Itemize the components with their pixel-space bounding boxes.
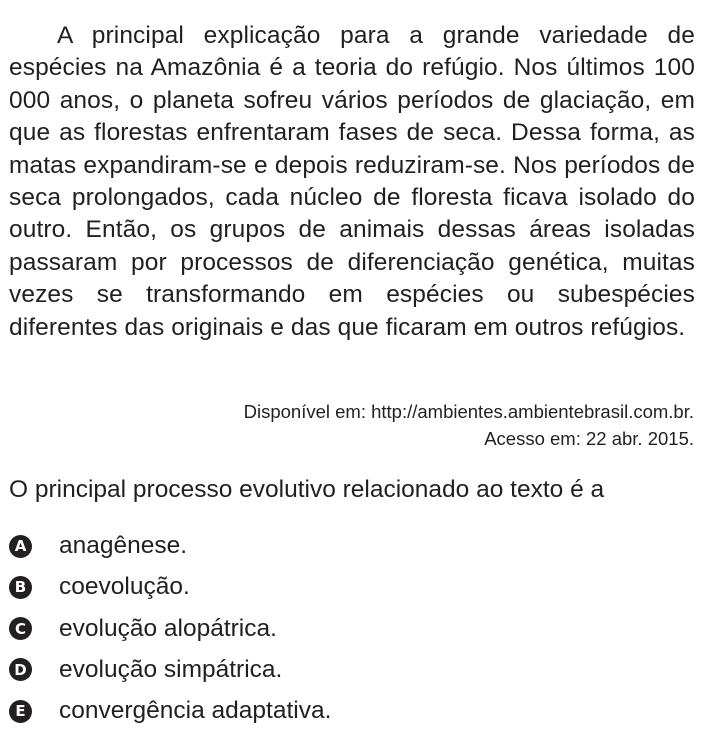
option-letter-badge: A	[9, 535, 32, 558]
option-label: convergência adaptativa.	[59, 697, 332, 725]
option-label: coevolução.	[59, 573, 190, 601]
option-b[interactable]	[9, 571, 331, 603]
option-e[interactable]	[9, 695, 331, 727]
source-url-line: Disponível em: http://ambientes.ambientebrasil.com.br.	[243, 401, 694, 422]
option-c[interactable]	[9, 613, 331, 645]
option-letter-badge: D	[9, 658, 32, 681]
option-letter-badge: E	[9, 700, 32, 723]
passage-text: A principal explicação para a grande variedade de espécies na Amazônia é a teoria do refúgio. Nos últimos 100 000 anos, o planeta sofreu vários períodos de glaciação, em que as florestas enfrentaram fases de seca. Dessa forma, as matas expandiram-se e depois reduziram-se. Nos períodos de seca prolongados, cada núcleo de floresta ficava isolado do outro. Então, os grupos de animais dessas áreas isoladas passaram por processos de diferenciação genética, muitas vezes se transformando em espécies ou subespécies diferentes das originais e das que ficaram em outros refúgios.	[9, 22, 695, 341]
question-stem: O principal processo evolutivo relacionado ao texto é a	[9, 476, 605, 503]
option-letter-badge: B	[9, 576, 32, 599]
option-label: anagênese.	[59, 532, 188, 559]
option-a[interactable]	[9, 530, 331, 562]
option-d[interactable]	[9, 654, 331, 686]
option-letter-badge: C	[9, 617, 32, 640]
source-citation	[94, 398, 694, 452]
source-access-date: Acesso em: 22 abr. 2015.	[484, 428, 694, 449]
answer-options	[9, 530, 331, 736]
option-label: evolução alopátrica.	[59, 614, 277, 642]
option-label: evolução simpátrica.	[59, 655, 283, 683]
